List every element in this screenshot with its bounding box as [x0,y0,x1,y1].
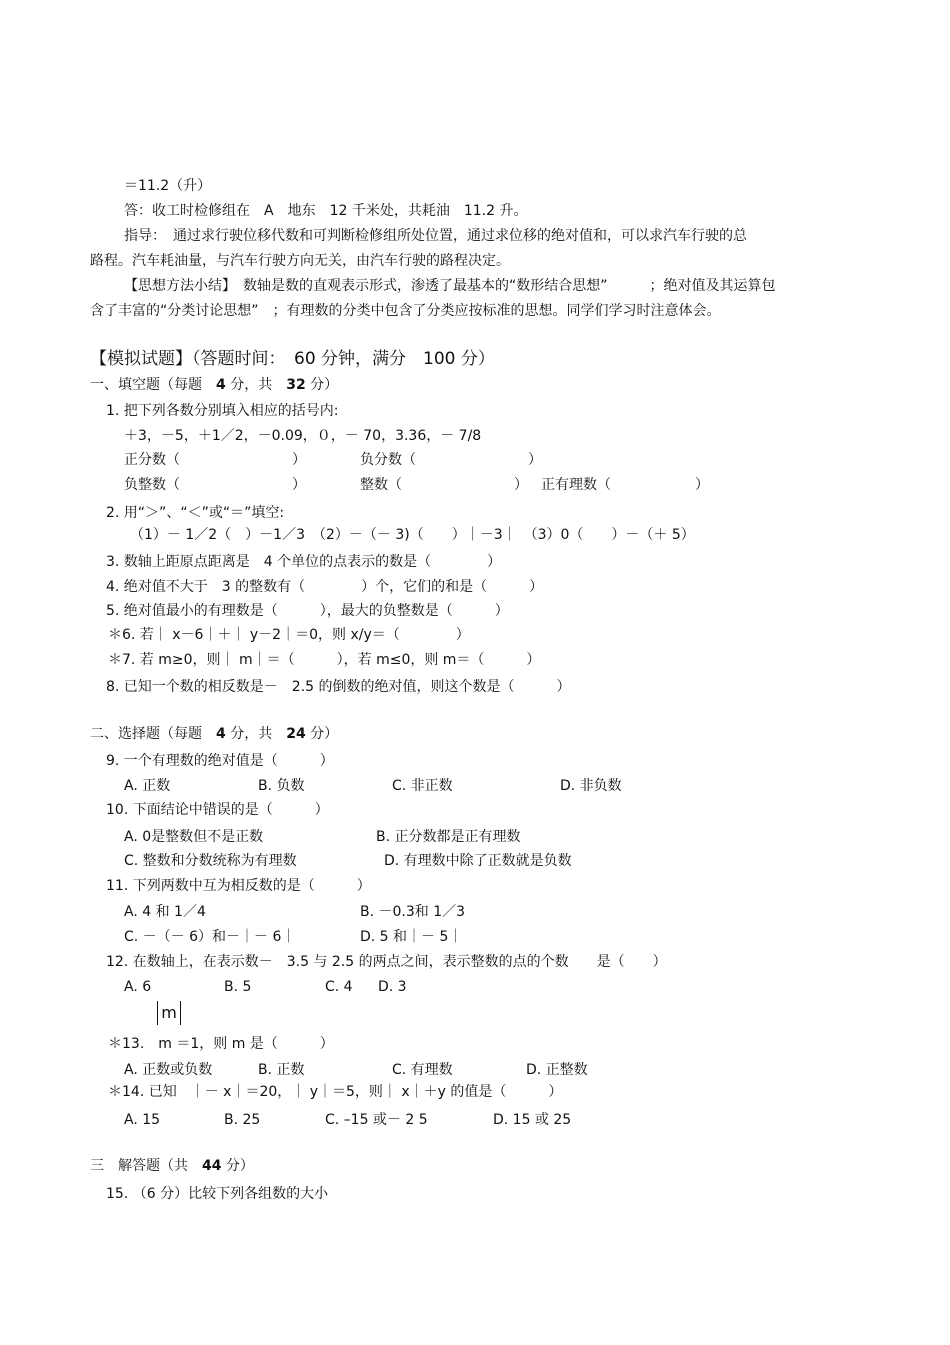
solution-guide-line-1: 指导： 通过求行驶位移代数和可判断检修组所处位置，通过求位移的绝对值和，可以求汽车行驶的总 [124,228,747,244]
solution-guide-line-2: 路程。汽车耗油量，与汽车行驶方向无关，由汽车行驶的路程决定。 [90,253,510,269]
question-7: ＊7. 若 m≥0，则｜ m｜＝（ ），若 m≤0，则 m＝（ ） [108,652,541,668]
q1-positive-fraction: 正分数（ ） [124,452,306,468]
q1-integer: 整数（ ） [360,477,528,493]
q9-option-c: C. 非正数 [392,778,453,794]
question-13: ＊13. m ＝1，则 m 是（ ） [108,1036,334,1052]
question-1-numbers: ＋3，－5，＋1／2，－0.09，０，－ 70，3.36，－ 7/8 [124,428,482,444]
q11-option-b: B. －0.3和 1／3 [360,904,466,920]
question-8: 8. 已知一个数的相反数是－ 2.5 的倒数的绝对值，则这个数是（ ） [106,679,571,695]
section-2-heading: 二、选择题（每题 4 分，共 24 分） [90,726,339,742]
q9-option-d: D. 非负数 [560,778,622,794]
solution-answer: 答：收工时检修组在 A 地东 12 千米处，共耗油 11.2 升。 [124,203,528,219]
solution-result: ＝11.2（升） [124,178,212,194]
q13-option-a: A. 正数或负数 [124,1062,213,1078]
question-1: 1. 把下列各数分别填入相应的括号内: [106,403,339,419]
question-2: 2. 用“＞”、“＜”或“＝”填空: [106,505,285,521]
q10-option-c: C. 整数和分数统称为有理数 [124,853,297,869]
question-2-items: （1）－ 1／2（ ）－1／3 （2）－（－ 3)（ ）｜－3｜ （3）0（ ）－（＋ 5） [130,527,695,543]
q11-option-c: C. －（－ 6）和－｜－ 6｜ [124,929,296,945]
q14-option-a: A. 15 [124,1112,161,1128]
q13-option-d: D. 正整数 [526,1062,588,1078]
q9-option-b: B. 负数 [258,778,305,794]
q14-option-d: D. 15 或 25 [493,1112,572,1128]
q10-option-d: D. 有理数中除了正数就是负数 [384,853,572,869]
q12-option-c: C. 4 [325,979,353,995]
question-10: 10. 下面结论中错误的是（ ） [106,802,329,818]
question-9: 9. 一个有理数的绝对值是（ ） [106,753,334,769]
q11-option-a: A. 4 和 1／4 [124,904,206,920]
question-4: 4. 绝对值不大于 3 的整数有（ ）个，它们的和是（ ） [106,579,544,595]
q13-option-b: B. 正数 [258,1062,305,1078]
abs-value-m-expression: m [157,1001,181,1025]
q1-positive-rational: 正有理数（ ） [541,477,709,493]
q13-option-c: C. 有理数 [392,1062,453,1078]
question-5: 5. 绝对值最小的有理数是（ ），最大的负整数是（ ） [106,603,509,619]
exam-title: 【模拟试题】（答题时间： 60 分钟，满分 100 分） [90,349,495,369]
q1-negative-fraction: 负分数（ ） [360,452,542,468]
method-summary-line-1: 【思想方法小结】 数轴是数的直观表示形式，渗透了最基本的“数形结合思想” ；绝对值及其运算包 [124,278,776,294]
question-12: 12. 在数轴上，在表示数－ 3.5 与 2.5 的两点之间，表示整数的点的个数 是（ ） [106,954,667,970]
section-1-heading: 一、填空题（每题 4 分，共 32 分） [90,377,339,393]
q11-option-d: D. 5 和｜－ 5｜ [360,929,463,945]
question-6: ＊6. 若｜ x－6｜＋｜ y－2｜＝0，则 x/y＝（ ） [108,627,470,643]
question-3: 3. 数轴上距原点距离是 4 个单位的点表示的数是（ ） [106,554,502,570]
q14-option-c: C. –15 或－ 2 5 [325,1112,428,1128]
method-summary-line-2: 含了丰富的“分类讨论思想” ；有理数的分类中包含了分类应按标准的思想。同学们学习时注意体会。 [90,303,721,319]
question-15: 15. （6 分）比较下列各组数的大小 [106,1186,329,1202]
q10-option-a: A. 0是整数但不是正数 [124,829,264,845]
q1-negative-integer: 负整数（ ） [124,477,306,493]
question-14: ＊14. 已知 ｜－ x｜＝20，｜ y｜＝5，则｜ x｜＋y 的值是（ ） [108,1084,563,1100]
q9-option-a: A. 正数 [124,778,171,794]
q14-option-b: B. 25 [224,1112,261,1128]
q12-option-b: B. 5 [224,979,252,995]
q12-option-d: D. 3 [378,979,407,995]
question-11: 11. 下列两数中互为相反数的是（ ） [106,878,371,894]
section-3-heading: 三 解答题（共 44 分） [90,1158,254,1174]
q12-option-a: A. 6 [124,979,152,995]
q10-option-b: B. 正分数都是正有理数 [376,829,521,845]
